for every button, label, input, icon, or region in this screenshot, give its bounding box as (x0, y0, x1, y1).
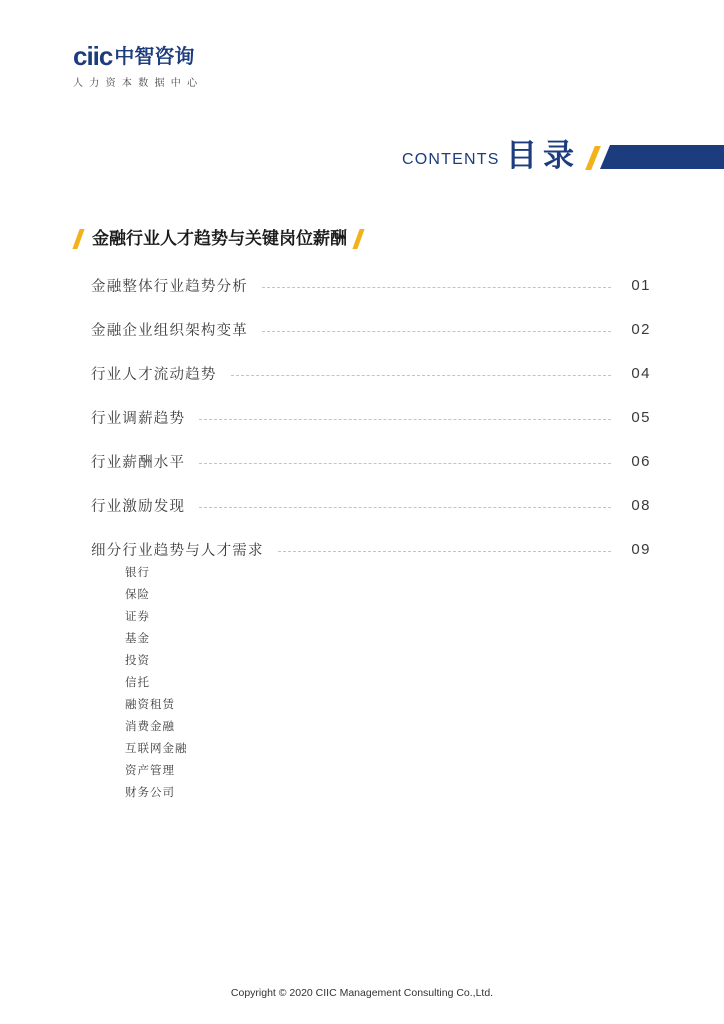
contents-header (400, 137, 724, 177)
subindustry-item[interactable]: 信托 (125, 675, 150, 689)
toc-item-page: 06 (631, 453, 651, 470)
logo-wordmark (73, 41, 203, 71)
logo-tagline: 人力资本数据中心 (73, 78, 204, 89)
toc-item-page: 08 (631, 497, 651, 514)
blue-bar-decoration (600, 145, 724, 169)
subindustry-item[interactable]: 基金 (125, 631, 150, 645)
contents-cn-title: 目录 (506, 138, 580, 174)
toc-item-page: 09 (631, 541, 651, 558)
subindustry-list (125, 561, 188, 803)
subindustry-item[interactable]: 投资 (125, 653, 150, 667)
logo-cn-text: 中智咨询 (114, 44, 195, 68)
toc-leader-dots (199, 419, 611, 420)
toc-item-title: 金融企业组织架构变革 (91, 323, 248, 339)
subindustry-item[interactable]: 资产管理 (125, 763, 175, 777)
toc-item-page: 04 (631, 365, 651, 382)
contents-en-title: CONTENTS (402, 151, 500, 168)
gold-mark-left (72, 229, 84, 249)
toc-item-title: 行业薪酬水平 (91, 455, 186, 471)
toc-item-title: 行业人才流动趋势 (91, 367, 217, 383)
copyright-footer: Copyright © 2020 CIIC Management Consulting Co.,Ltd. (230, 987, 494, 999)
toc-item[interactable] (91, 539, 651, 560)
toc-item-page: 05 (631, 409, 651, 426)
toc-item[interactable] (91, 451, 651, 472)
toc-item-title: 细分行业趋势与人才需求 (91, 543, 264, 559)
toc-item[interactable] (91, 407, 651, 428)
toc-item[interactable] (91, 363, 651, 384)
subindustry-item[interactable]: 互联网金融 (125, 741, 188, 755)
gold-slash-decoration (585, 146, 601, 170)
subindustry-item[interactable]: 证券 (125, 609, 150, 623)
toc-leader-dots (262, 287, 611, 288)
toc-item[interactable] (91, 275, 651, 296)
gold-mark-right (352, 229, 364, 249)
toc-leader-dots (262, 331, 611, 332)
section-heading (76, 228, 361, 250)
subindustry-item[interactable]: 消费金融 (125, 719, 175, 733)
toc-item[interactable] (91, 319, 651, 340)
subindustry-item[interactable]: 银行 (125, 565, 150, 579)
subindustry-item[interactable]: 融资租赁 (125, 697, 175, 711)
toc-item-title: 金融整体行业趋势分析 (91, 279, 248, 295)
toc-item-title: 行业激励发现 (91, 499, 186, 515)
toc-leader-dots (199, 463, 611, 464)
section-title: 金融行业人才趋势与关键岗位薪酬 (92, 229, 347, 249)
logo-ciic-text: ciic (73, 41, 113, 71)
table-of-contents (91, 275, 651, 560)
toc-item-page: 02 (631, 321, 651, 338)
toc-leader-dots (278, 551, 611, 552)
toc-item-page: 01 (631, 277, 651, 294)
toc-leader-dots (231, 375, 611, 376)
toc-leader-dots (199, 507, 611, 508)
brand-logo (73, 41, 204, 89)
subindustry-item[interactable]: 保险 (125, 587, 150, 601)
toc-item[interactable] (91, 495, 651, 516)
toc-item-title: 行业调薪趋势 (91, 411, 186, 427)
subindustry-item[interactable]: 财务公司 (125, 785, 175, 799)
